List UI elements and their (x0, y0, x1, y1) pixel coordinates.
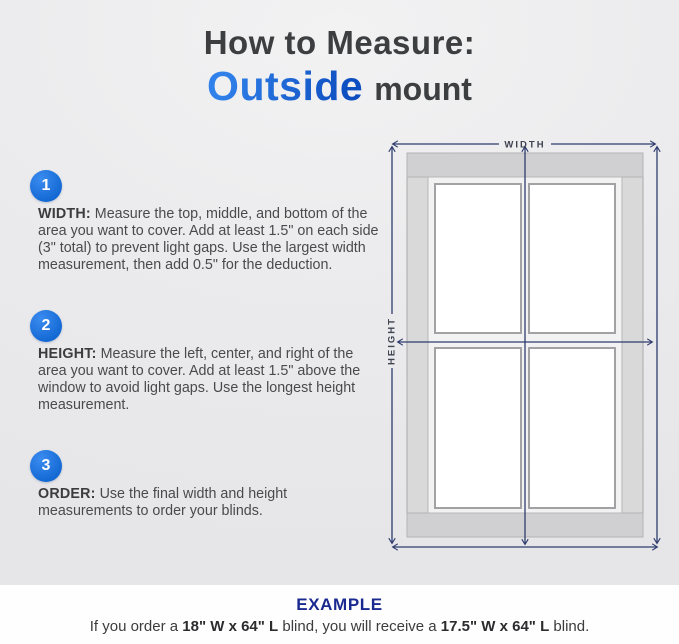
example-received-size: 17.5" W x 64" L (440, 618, 550, 635)
title-line2 (0, 63, 679, 110)
title-line1: How to Measure: (203, 24, 476, 61)
example-middle: blind, you will receive a (278, 618, 441, 635)
step-3-number-badge (30, 450, 62, 482)
step-3-number: 3 (41, 457, 51, 474)
window-pane-bottom-left (435, 348, 521, 508)
example-ordered-size: 18" W x 64" L (182, 618, 279, 635)
window-measure-diagram (370, 130, 670, 570)
step-2-number: 2 (41, 317, 51, 334)
step-3-description: Use the final width and height measurements to order your blinds. (38, 486, 288, 519)
page-title (0, 24, 679, 110)
example-section (0, 585, 679, 644)
step-3-text (38, 486, 382, 520)
window-pane-top-left (435, 184, 521, 333)
example-prefix: If you order a (89, 618, 183, 635)
step-3-label: ORDER: (38, 486, 96, 502)
step-2-number-badge (30, 310, 62, 342)
title-suffix: mount (374, 71, 472, 107)
step-1-number: 1 (41, 177, 51, 194)
example-heading: EXAMPLE (296, 595, 383, 614)
title-highlight: Outside (207, 63, 364, 109)
example-text (0, 618, 679, 635)
step-1-label: WIDTH: (38, 206, 91, 222)
step-2-text (38, 346, 382, 414)
step-1 (30, 170, 382, 274)
step-2 (30, 310, 382, 414)
example-suffix: blind. (549, 618, 590, 635)
step-1-description: Measure the top, middle, and bottom of the area you want to cover. Add at least 1.5" on each side (3" total) to prevent light gaps. Use the largest width measurement, then add 0.5" for the deduction. (38, 206, 379, 273)
window-pane-top-right (529, 184, 615, 333)
step-1-text (38, 206, 382, 274)
width-label: WIDTH (504, 139, 546, 151)
step-2-description: Measure the left, center, and right of the area you want to cover. Add at least 1.5" above the window to avoid light gaps. Use the longest height measurement. (38, 346, 361, 413)
step-2-label: HEIGHT: (38, 346, 97, 362)
step-1-number-badge (30, 170, 62, 202)
step-3 (30, 450, 382, 520)
window-pane-bottom-right (529, 348, 615, 508)
height-label: HEIGHT (386, 317, 398, 365)
